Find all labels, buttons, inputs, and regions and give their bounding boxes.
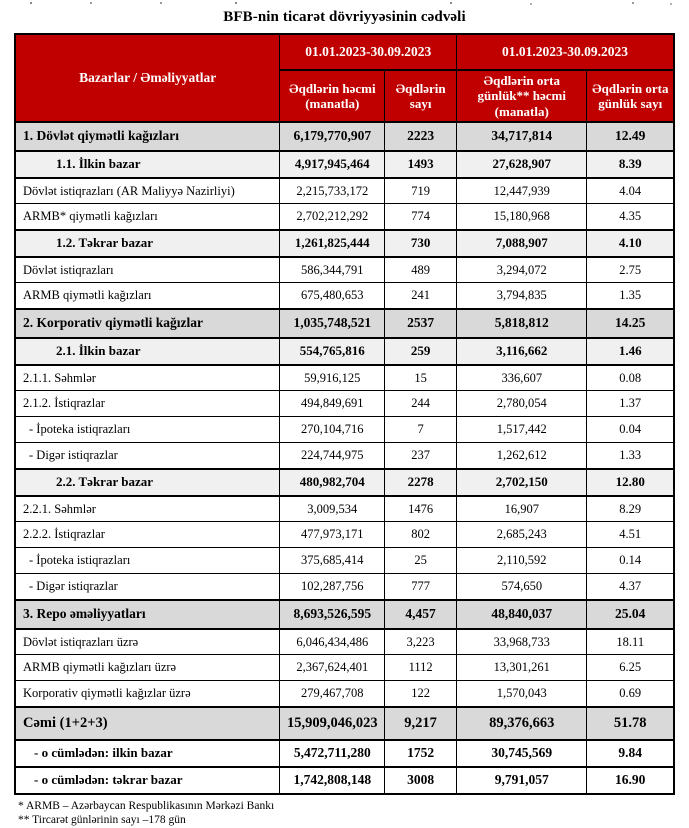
count-cell: 489 [385, 257, 457, 283]
volume-cell: 1,261,825,444 [280, 230, 385, 257]
avg-volume-cell: 3,794,835 [457, 283, 587, 309]
avg-volume-cell: 7,088,907 [457, 230, 587, 257]
avg-count-cell: 4.04 [587, 178, 674, 204]
header-period-row [15, 34, 674, 70]
avg-volume-cell: 336,607 [457, 365, 587, 391]
table-row [15, 178, 674, 204]
avg-count-cell: 1.33 [587, 443, 674, 469]
count-cell: 9,217 [385, 707, 457, 740]
row-label: Dövlət istiqrazları [15, 257, 280, 283]
avg-volume-cell: 15,180,968 [457, 204, 587, 230]
header-corner-cell: Bazarlar / Əməliyyatlar [15, 34, 280, 122]
avg-volume-cell: 30,745,569 [457, 740, 587, 767]
table-row [15, 469, 674, 496]
table-row [15, 522, 674, 548]
table-row [15, 443, 674, 469]
row-label: ARMB qiymətli kağızları üzrə [15, 655, 280, 681]
row-label: 2.1.1. Səhmlər [15, 365, 280, 391]
page-title: BFB-nin ticarət dövriyyəsinin cədvəli [223, 9, 466, 25]
count-cell: 4,457 [385, 600, 457, 629]
table-row [15, 600, 674, 629]
avg-volume-cell: 1,262,612 [457, 443, 587, 469]
table-row [15, 740, 674, 767]
row-label: 2. Korporativ qiymətli kağızlar [15, 309, 280, 338]
row-label: - İpoteka istiqrazları [15, 548, 280, 574]
volume-cell: 224,744,975 [280, 443, 385, 469]
avg-count-cell: 8.29 [587, 496, 674, 522]
avg-count-cell: 4.35 [587, 204, 674, 230]
header-period-right: 01.01.2023-30.09.2023 [457, 34, 674, 70]
avg-count-cell: 0.14 [587, 548, 674, 574]
row-label: 3. Repo əməliyyatları [15, 600, 280, 629]
volume-cell: 375,685,414 [280, 548, 385, 574]
count-cell: 719 [385, 178, 457, 204]
volume-cell: 1,035,748,521 [280, 309, 385, 338]
avg-volume-cell: 2,110,592 [457, 548, 587, 574]
avg-volume-cell: 5,818,812 [457, 309, 587, 338]
avg-volume-cell: 33,968,733 [457, 629, 587, 655]
count-cell: 1493 [385, 151, 457, 178]
count-cell: 2537 [385, 309, 457, 338]
row-label: - o cümlədən: ilkin bazar [15, 740, 280, 767]
count-cell: 774 [385, 204, 457, 230]
count-cell: 1112 [385, 655, 457, 681]
avg-count-cell: 4.10 [587, 230, 674, 257]
avg-volume-cell: 27,628,907 [457, 151, 587, 178]
header-count: Əqdlərin sayı [385, 70, 457, 122]
header-period-left: 01.01.2023-30.09.2023 [280, 34, 457, 70]
avg-count-cell: 51.78 [587, 707, 674, 740]
row-label: - İpoteka istiqrazları [15, 417, 280, 443]
count-cell: 2278 [385, 469, 457, 496]
count-cell: 1752 [385, 740, 457, 767]
row-label: Cəmi (1+2+3) [15, 707, 280, 740]
row-label: Dövlət istiqrazları (AR Maliyyə Nazirliyi) [15, 178, 280, 204]
volume-cell: 102,287,756 [280, 574, 385, 600]
table-row [15, 151, 674, 178]
volume-cell: 554,765,816 [280, 338, 385, 365]
volume-cell: 675,480,653 [280, 283, 385, 309]
count-cell: 3008 [385, 767, 457, 794]
volume-cell: 6,179,770,907 [280, 122, 385, 151]
volume-cell: 15,909,046,023 [280, 707, 385, 740]
avg-count-cell: 12.49 [587, 122, 674, 151]
count-cell: 25 [385, 548, 457, 574]
row-label: - Digər istiqrazlar [15, 574, 280, 600]
avg-count-cell: 1.35 [587, 283, 674, 309]
count-cell: 241 [385, 283, 457, 309]
avg-count-cell: 4.51 [587, 522, 674, 548]
row-label: 1.2. Təkrar bazar [15, 230, 280, 257]
row-label: 1.1. İlkin bazar [15, 151, 280, 178]
volume-cell: 2,367,624,401 [280, 655, 385, 681]
avg-volume-cell: 13,301,261 [457, 655, 587, 681]
avg-volume-cell: 2,702,150 [457, 469, 587, 496]
table-row [15, 496, 674, 522]
avg-volume-cell: 48,840,037 [457, 600, 587, 629]
count-cell: 1476 [385, 496, 457, 522]
avg-count-cell: 18.11 [587, 629, 674, 655]
volume-cell: 6,046,434,486 [280, 629, 385, 655]
count-cell: 777 [385, 574, 457, 600]
avg-volume-cell: 1,517,442 [457, 417, 587, 443]
volume-cell: 5,472,711,280 [280, 740, 385, 767]
row-label: - Digər istiqrazlar [15, 443, 280, 469]
volume-cell: 494,849,691 [280, 391, 385, 417]
row-label: 1. Dövlət qiymətli kağızları [15, 122, 280, 151]
table-row [15, 122, 674, 151]
cropped-text-remnant [30, 2, 32, 4]
avg-volume-cell: 12,447,939 [457, 178, 587, 204]
avg-count-cell: 8.39 [587, 151, 674, 178]
table-row [15, 681, 674, 707]
table-row [15, 417, 674, 443]
count-cell: 7 [385, 417, 457, 443]
count-cell: 237 [385, 443, 457, 469]
row-label: 2.1.2. İstiqrazlar [15, 391, 280, 417]
avg-count-cell: 9.84 [587, 740, 674, 767]
count-cell: 2223 [385, 122, 457, 151]
row-label: Dövlət istiqrazları üzrə [15, 629, 280, 655]
footnotes [18, 799, 689, 828]
avg-volume-cell: 16,907 [457, 496, 587, 522]
table-row [15, 230, 674, 257]
row-label: 2.1. İlkin bazar [15, 338, 280, 365]
volume-cell: 279,467,708 [280, 681, 385, 707]
table-row [15, 548, 674, 574]
row-label: 2.2.2. İstiqrazlar [15, 522, 280, 548]
count-cell: 730 [385, 230, 457, 257]
header-avg-volume: Əqdlərin orta günlük** həcmi (manatla) [457, 70, 587, 122]
table-row [15, 707, 674, 740]
count-cell: 15 [385, 365, 457, 391]
avg-count-cell: 1.37 [587, 391, 674, 417]
avg-count-cell: 25.04 [587, 600, 674, 629]
volume-cell: 586,344,791 [280, 257, 385, 283]
header-avg-count: Əqdlərin orta günlük sayı [587, 70, 674, 122]
avg-volume-cell: 1,570,043 [457, 681, 587, 707]
table-row [15, 365, 674, 391]
volume-cell: 8,693,526,595 [280, 600, 385, 629]
table-row [15, 655, 674, 681]
avg-volume-cell: 3,116,662 [457, 338, 587, 365]
avg-volume-cell: 9,791,057 [457, 767, 587, 794]
avg-count-cell: 0.69 [587, 681, 674, 707]
avg-count-cell: 12.80 [587, 469, 674, 496]
count-cell: 3,223 [385, 629, 457, 655]
row-label: ARMB* qiymətli kağızları [15, 204, 280, 230]
count-cell: 244 [385, 391, 457, 417]
volume-cell: 1,742,808,148 [280, 767, 385, 794]
table-row [15, 204, 674, 230]
table-header [15, 34, 674, 122]
footnote-trading-days: ** Tircarət günlərinin sayı –178 gün [18, 814, 186, 827]
avg-volume-cell: 2,685,243 [457, 522, 587, 548]
row-label: ARMB qiymətli kağızları [15, 283, 280, 309]
count-cell: 802 [385, 522, 457, 548]
avg-count-cell: 14.25 [587, 309, 674, 338]
table-row [15, 309, 674, 338]
row-label: 2.2. Təkrar bazar [15, 469, 280, 496]
volume-cell: 477,973,171 [280, 522, 385, 548]
avg-volume-cell: 2,780,054 [457, 391, 587, 417]
count-cell: 259 [385, 338, 457, 365]
avg-count-cell: 16.90 [587, 767, 674, 794]
table-row [15, 767, 674, 794]
row-label: - o cümlədən: təkrar bazar [15, 767, 280, 794]
volume-cell: 480,982,704 [280, 469, 385, 496]
table-row [15, 629, 674, 655]
avg-count-cell: 0.04 [587, 417, 674, 443]
avg-count-cell: 6.25 [587, 655, 674, 681]
avg-count-cell: 1.46 [587, 338, 674, 365]
table-row [15, 574, 674, 600]
table-body [15, 122, 674, 794]
volume-cell: 2,702,212,292 [280, 204, 385, 230]
table-row [15, 338, 674, 365]
volume-cell: 4,917,945,464 [280, 151, 385, 178]
header-volume: Əqdlərin həcmi (manatla) [280, 70, 385, 122]
table-row [15, 391, 674, 417]
table-row [15, 283, 674, 309]
row-label: 2.2.1. Səhmlər [15, 496, 280, 522]
avg-volume-cell: 34,717,814 [457, 122, 587, 151]
row-label: Korporativ qiymətli kağızlar üzrə [15, 681, 280, 707]
volume-cell: 3,009,534 [280, 496, 385, 522]
avg-count-cell: 0.08 [587, 365, 674, 391]
volume-cell: 59,916,125 [280, 365, 385, 391]
table-row [15, 257, 674, 283]
volume-cell: 270,104,716 [280, 417, 385, 443]
count-cell: 122 [385, 681, 457, 707]
avg-count-cell: 4.37 [587, 574, 674, 600]
avg-volume-cell: 574,650 [457, 574, 587, 600]
volume-cell: 2,215,733,172 [280, 178, 385, 204]
avg-volume-cell: 89,376,663 [457, 707, 587, 740]
avg-volume-cell: 3,294,072 [457, 257, 587, 283]
footnote-armb: * ARMB – Azərbaycan Respublikasının Mərkəzi Bankı [18, 799, 275, 812]
avg-count-cell: 2.75 [587, 257, 674, 283]
trading-turnover-table [14, 33, 675, 795]
